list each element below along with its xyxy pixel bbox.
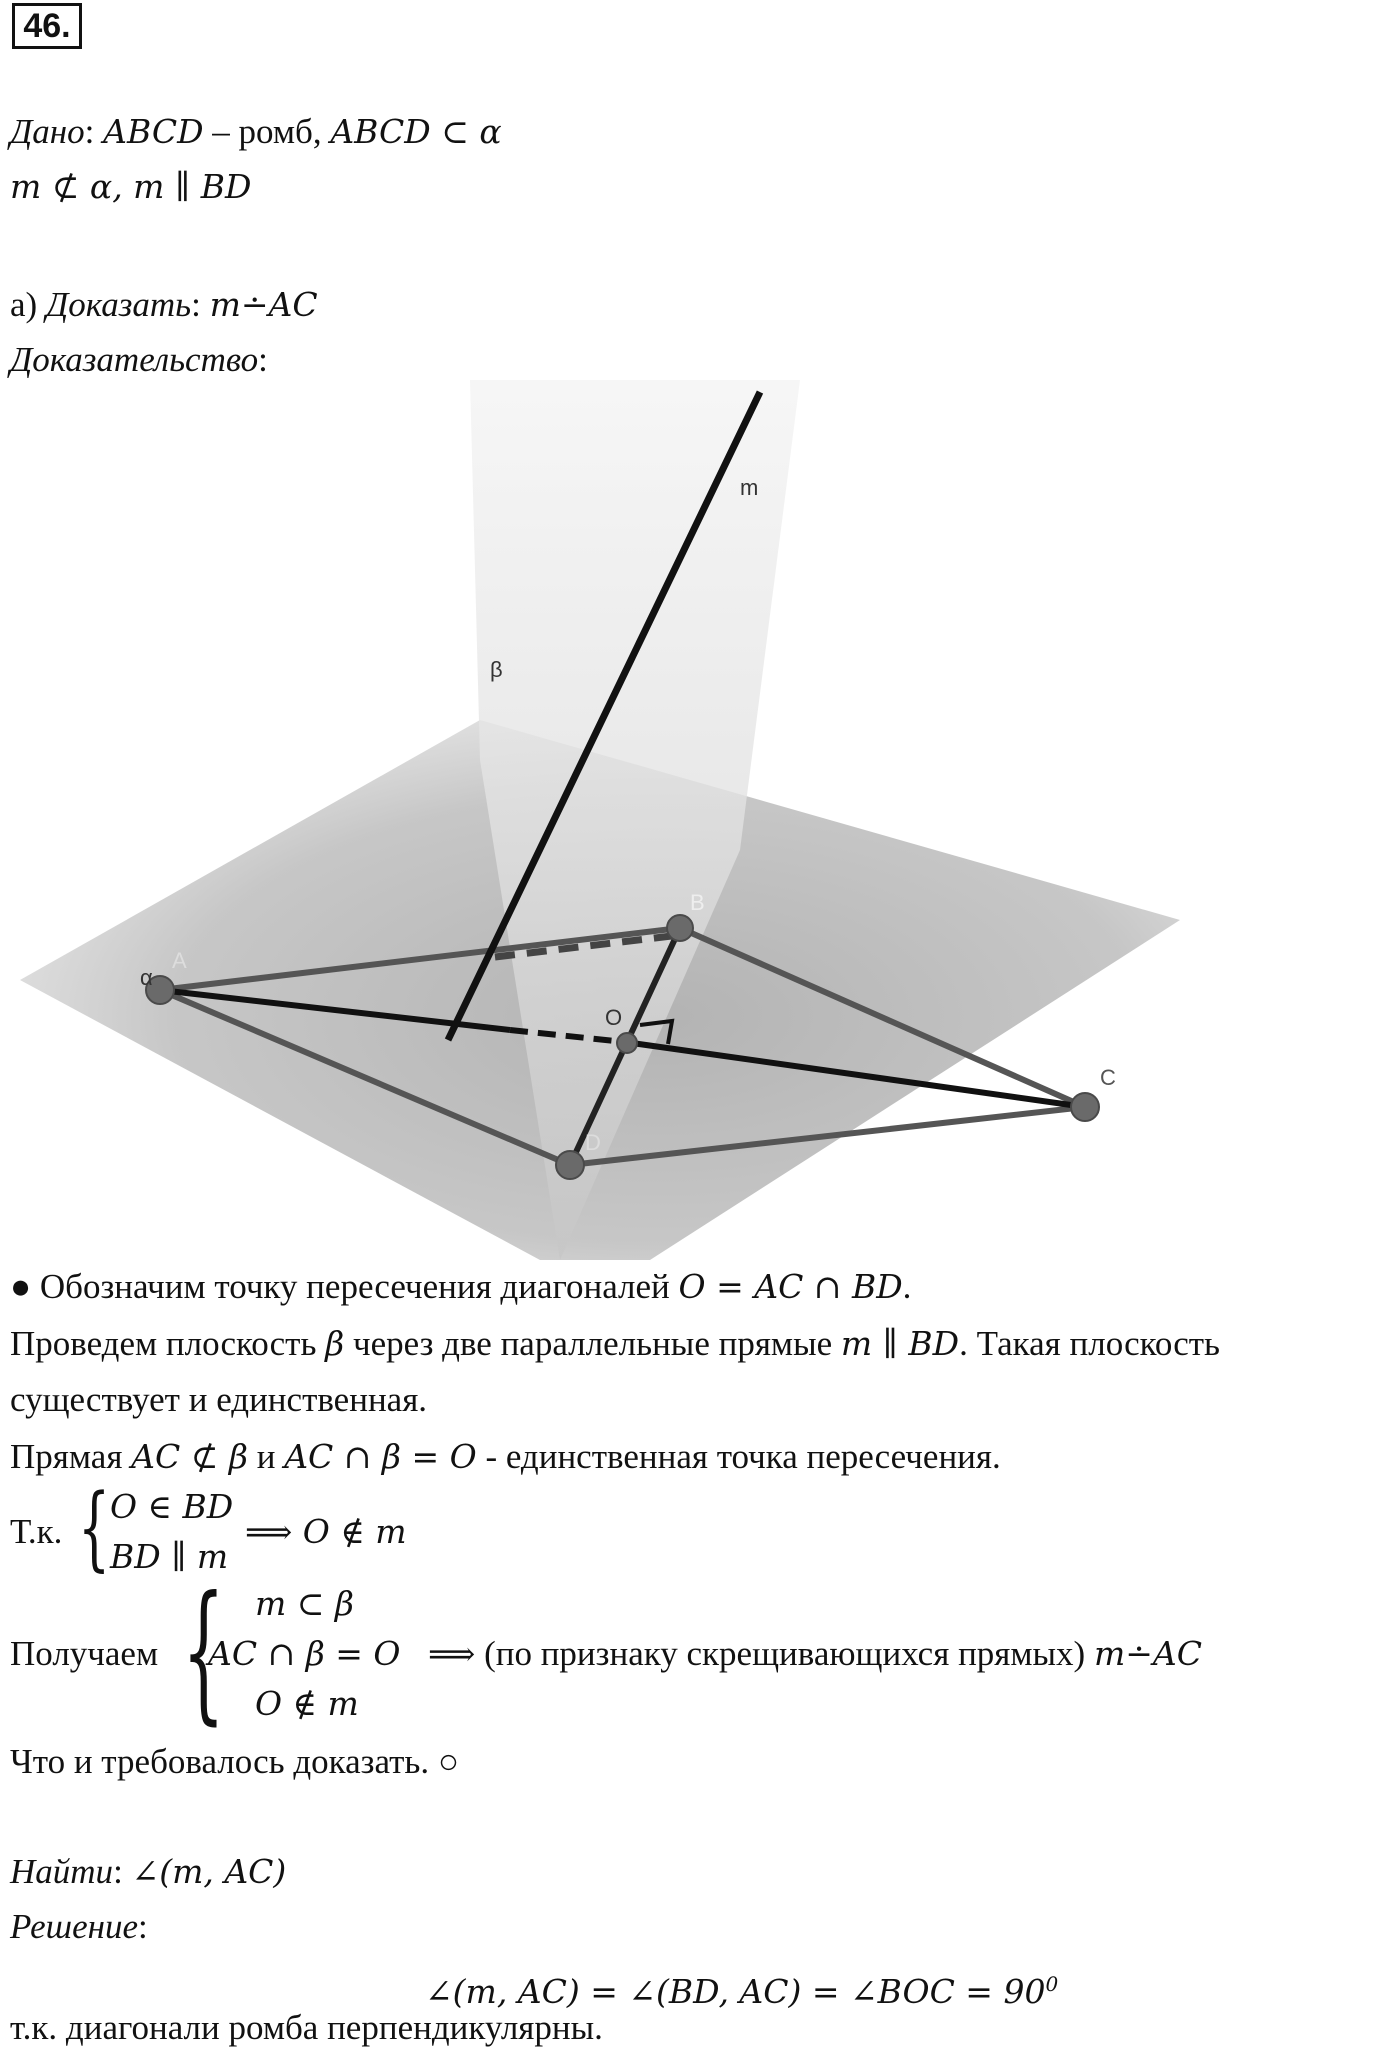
prove-math: m∸AC <box>209 285 318 324</box>
proof-step-2-text-a: Проведем плоскость <box>10 1324 326 1363</box>
get-label: Получаем <box>10 1634 159 1673</box>
get-text: (по признаку скрещивающихся прямых) <box>475 1634 1094 1673</box>
point-c <box>1071 1093 1099 1121</box>
proof-step-4-math-a: AC ⊄ β <box>131 1437 248 1476</box>
get-system-3: O ∉ m <box>255 1684 359 1723</box>
geometry-figure <box>0 380 1200 1260</box>
tk-brace: { <box>78 1474 111 1581</box>
proof-step-2-text-b: через две параллельные прямые <box>344 1324 841 1363</box>
get-system-1: m ⊂ β <box>255 1584 354 1623</box>
point-d <box>556 1151 584 1179</box>
part-a-prefix: а) <box>10 285 46 324</box>
label-d: D <box>585 1130 601 1155</box>
get-brace: { <box>182 1565 225 1739</box>
find-line: Найти: ∠(m, AC) <box>10 1852 287 1891</box>
given-line-2 <box>10 165 251 209</box>
proof-step-3 <box>10 1378 427 1422</box>
proof-step-2 <box>10 1322 1220 1366</box>
proof-heading: Доказательство: <box>10 340 268 379</box>
proof-step-4 <box>10 1435 1001 1479</box>
find-math: ∠(m, AC) <box>131 1852 287 1891</box>
proof-step-4-text-c: - единственная точка пересечения. <box>476 1437 1001 1476</box>
label-beta: β <box>490 657 503 682</box>
given-math-a: ABCD <box>103 112 204 151</box>
proof-step-1-end: . <box>902 1267 912 1306</box>
proof-step-1-math: O = AC ∩ BD <box>678 1267 903 1306</box>
proof-step-2-math-a: β <box>325 1324 345 1363</box>
label-o: O <box>605 1005 623 1030</box>
proof-step-1 <box>10 1265 911 1309</box>
part-a-line: а) Доказать: m∸AC <box>10 285 318 324</box>
proof-step-2-math-b: m ∥ BD <box>840 1324 960 1363</box>
proof-step-2-text-c: . Такая плоскость <box>959 1324 1221 1363</box>
prove-label: Доказать <box>45 285 192 324</box>
label-a: A <box>172 948 187 973</box>
equation-superscript: 0 <box>1045 1972 1059 1996</box>
tk-label: Т.к. <box>10 1512 63 1551</box>
proof-step-3-text: существует и единственная. <box>10 1380 428 1419</box>
solution-label: Решение <box>10 1907 139 1946</box>
given-math-b: ABCD ⊂ α <box>330 112 502 151</box>
point-o <box>617 1033 637 1053</box>
given-text: – ромб, <box>203 112 331 151</box>
proof-step-4-text-b: и <box>247 1437 285 1476</box>
given-math-line-2: m ⊄ α, m ∥ BD <box>10 167 252 206</box>
label-alpha: α <box>140 965 153 990</box>
get-arrow: ⟹ <box>428 1634 476 1673</box>
find-label: Найти <box>10 1852 114 1891</box>
tk-system-2: BD ∥ m <box>110 1537 229 1576</box>
point-b <box>667 915 693 941</box>
equation-text: ∠(m, AC) = ∠(BD, AC) = ∠BOC = 90 <box>425 1972 1046 2011</box>
given-line-1: Дано: ABCD – ромб, ABCD ⊂ α <box>10 112 502 151</box>
proof-step-1-text: ● Обозначим точку пересечения диагоналей <box>10 1267 679 1306</box>
label-m: m <box>740 475 759 500</box>
solution-heading: Решение: <box>10 1907 148 1946</box>
label-c: C <box>1100 1065 1116 1090</box>
tk-system-1: O ∈ BD <box>110 1487 234 1526</box>
proof-step-4-math-b: AC ∩ β = O <box>284 1437 477 1476</box>
solution-reason: т.к. диагонали ромба перпендикулярны. <box>10 2008 603 2047</box>
proof-step-4-text-a: Прямая <box>10 1437 132 1476</box>
get-system-2: AC ∩ β = O <box>208 1634 401 1673</box>
qed-line: Что и требовалось доказать. ○ <box>10 1742 460 1781</box>
proof-label: Доказательство <box>10 340 259 379</box>
given-label: Дано <box>10 112 85 151</box>
get-conclusion <box>428 1632 1202 1676</box>
label-b: B <box>690 890 705 915</box>
tk-result: ⟹ O ∉ m <box>245 1512 407 1551</box>
get-result: m∸AC <box>1093 1634 1202 1673</box>
problem-number: 46. <box>12 3 82 49</box>
